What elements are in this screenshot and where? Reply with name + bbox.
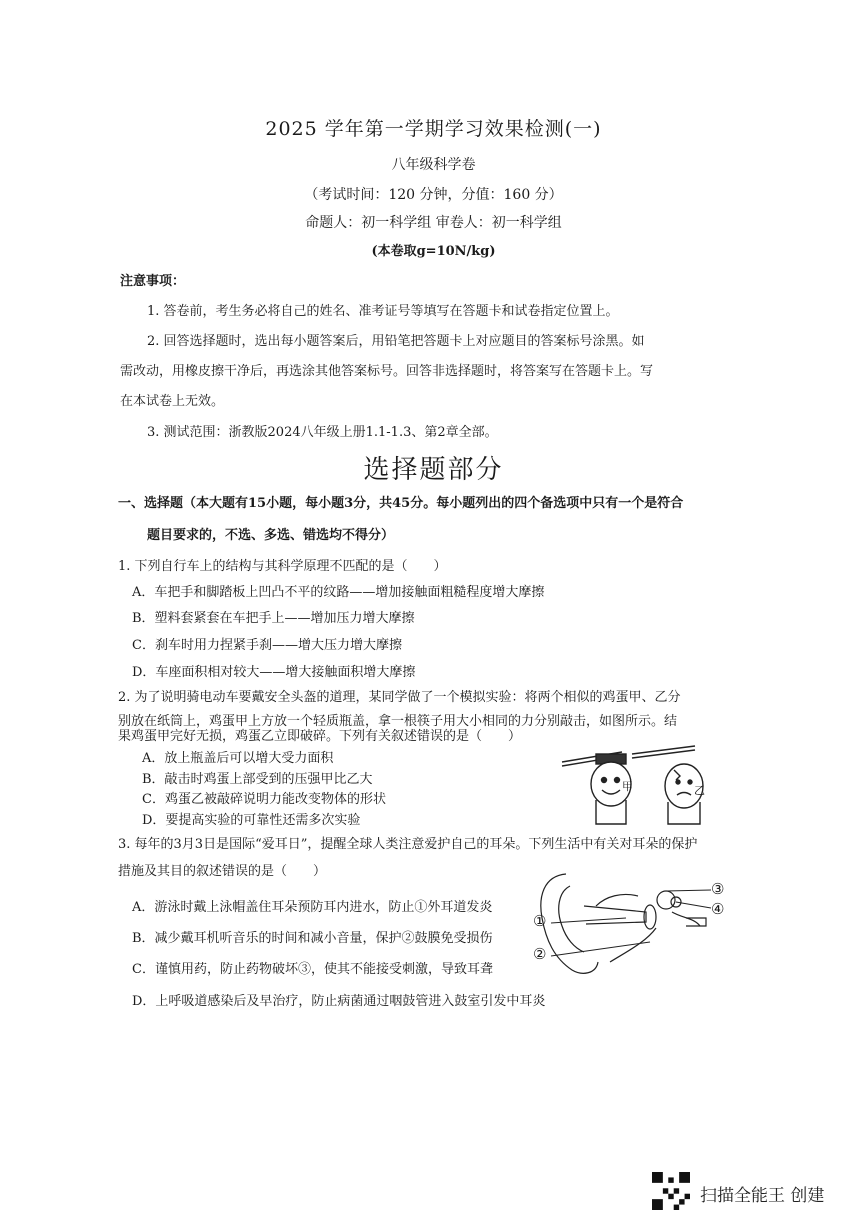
note-item-2: 2. 回答选择题时，选出每小题答案后，用铅笔把答题卡上对应题目的答案标号涂黑。如 <box>147 334 645 349</box>
q3-stem-cont: 措施及其目的叙述错误的是（ ） <box>118 864 327 879</box>
ear-label-2: ② <box>533 945 547 963</box>
q1-option-c: C．刹车时用力捏紧手刹——增大压力增大摩擦 <box>132 638 402 653</box>
qr-code-icon <box>652 1172 690 1210</box>
q2-option-c: C．鸡蛋乙被敲碎说明力能改变物体的形状 <box>142 792 386 807</box>
exam-title: 2025 学年第一学期学习效果检测(一) <box>265 118 602 140</box>
exam-subtitle: 八年级科学卷 <box>391 157 476 173</box>
gravity-note: (本卷取g=10N/kg) <box>371 244 496 259</box>
egg-experiment-figure <box>560 740 740 830</box>
ear-label-4: ④ <box>711 900 725 918</box>
q2-option-a: A．放上瓶盖后可以增大受力面积 <box>142 751 334 766</box>
q1-option-d: D．车座面积相对较大——增大接触面积增大摩擦 <box>132 665 416 680</box>
ear-diagram-figure <box>526 866 736 978</box>
q2-stem-cont2: 果鸡蛋甲完好无损，鸡蛋乙立即破碎。下列有关叙述错误的是（ ） <box>118 729 522 744</box>
q1-option-a: A．车把手和脚踏板上凹凸不平的纹路——增加接触面粗糙程度增大摩擦 <box>132 585 545 600</box>
label-jia: 甲 <box>622 780 633 793</box>
q3-option-c: C．谨慎用药，防止药物破坏③，使其不能接受刺激，导致耳聋 <box>132 962 493 977</box>
q1-stem: 1. 下列自行车上的结构与其科学原理不匹配的是（ ） <box>118 559 447 574</box>
note-item-3: 3. 测试范围：浙教版2024八年级上册1.1-1.3、第2章全部。 <box>147 425 498 440</box>
q2-stem: 2. 为了说明骑电动车要戴安全头盔的道理，某同学做了一个模拟实验：将两个相似的鸡蛋甲、乙分 <box>118 690 681 705</box>
label-yi: 乙 <box>694 784 705 797</box>
q2-stem-cont: 别放在纸筒上，鸡蛋甲上方放一个轻质瓶盖，拿一根筷子用大小相同的力分别敲击，如图所示。结 <box>118 714 678 729</box>
exam-authors: 命题人：初一科学组 审卷人：初一科学组 <box>305 215 562 231</box>
q3-stem: 3. 每年的3月3日是国际“爱耳日”，提醒全球人类注意爱护自己的耳朵。下列生活中有关对耳朵的保护 <box>118 837 698 852</box>
ear-label-3: ③ <box>711 880 725 898</box>
q3-option-b: B．减少戴耳机听音乐的时间和减小音量，保护②鼓膜免受损伤 <box>132 931 493 946</box>
scanner-brand: 扫描全能王 创建 <box>700 1186 825 1206</box>
note-item-2-cont: 需改动，用橡皮擦干净后，再选涂其他答案标号。回答非选择题时，将答案写在答题卡上。写 <box>120 364 654 379</box>
note-item-2-cont2: 在本试卷上无效。 <box>120 394 225 409</box>
ear-label-1: ① <box>533 912 547 930</box>
section-intro-cont: 题目要求的，不选、多选、错选均不得分） <box>147 528 395 543</box>
section-intro: 一、选择题（本大题有15小题，每小题3分，共45分。每小题列出的四个备选项中只有一个是符合 <box>118 496 684 511</box>
q3-option-d: D．上呼吸道感染后及早治疗，防止病菌通过咽鼓管进入鼓室引发中耳炎 <box>132 994 546 1009</box>
notes-heading: 注意事项： <box>120 274 186 289</box>
section-title: 选择题部分 <box>363 455 504 485</box>
q1-option-b: B．塑料套紧套在车把手上——增加压力增大摩擦 <box>132 611 415 626</box>
q2-option-d: D．要提高实验的可靠性还需多次实验 <box>142 813 361 828</box>
q3-option-a: A．游泳时戴上泳帽盖住耳朵预防耳内进水，防止①外耳道发炎 <box>132 900 493 915</box>
q2-option-b: B．敲击时鸡蛋上部受到的压强甲比乙大 <box>142 772 373 787</box>
note-item-1: 1. 答卷前，考生务必将自己的姓名、准考证号等填写在答题卡和试卷指定位置上。 <box>147 304 619 319</box>
exam-info: （考试时间：120 分钟，分值：160 分） <box>304 187 563 203</box>
